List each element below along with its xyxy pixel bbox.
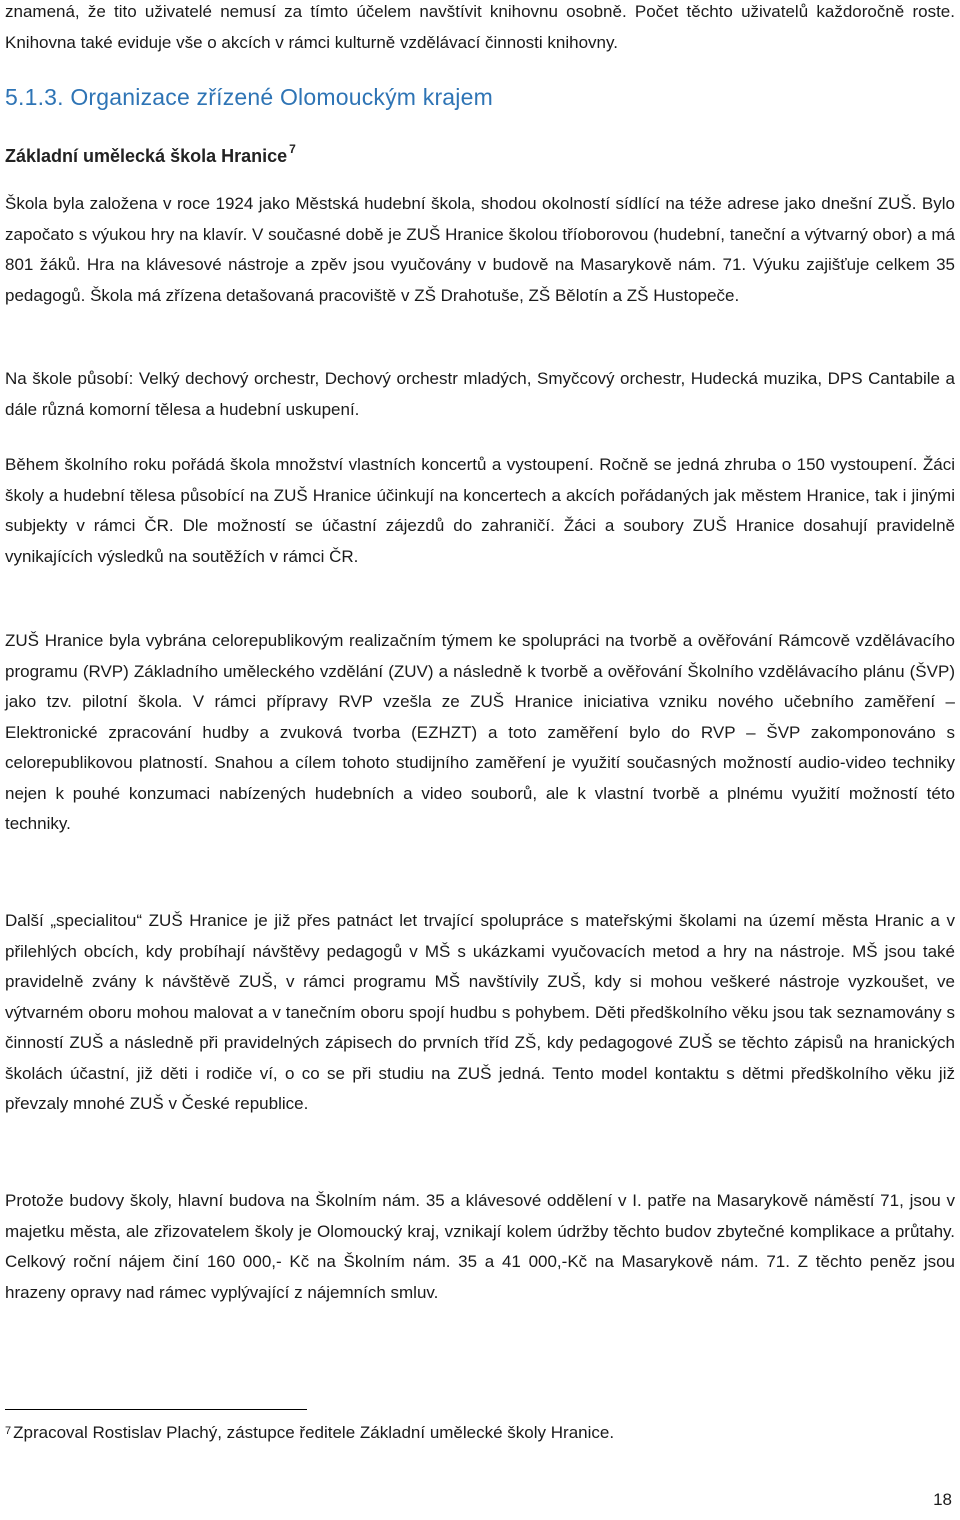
paragraph-ensembles: Na škole působí: Velký dechový orchestr, Dechový orchestr mladých, Smyčcový orchestr, Hudecká muzika, DPS Cantabile a dále různá komorní tělesa a hudební uskupení.	[5, 369, 955, 419]
school-subheading	[5, 142, 296, 167]
footnote-text: Zpracoval Rostislav Plachý, zástupce ředitele Základní umělecké školy Hranice.	[13, 1423, 615, 1442]
paragraph-curriculum: ZUŠ Hranice byla vybrána celorepublikovým realizačním týmem ke spolupráci na tvorbě a ověřování Rámcově vzdělávacího programu (RVP) Základního uměleckého vzdělání (ZUV) a následně k tvorbě a ověřování Školního vzdělávacího plánu (ŠVP) jako tzv. pilotní škola. V rámci přípravy RVP vzešla ze ZUŠ Hranice iniciativa vzniku nového učebního zaměření – Elektronické zpracování hudby a zvuková tvorba (EZHZT) a toto zaměření bylo do RVP – ŠVP zakomponováno s celorepublikovou platností. Snahou a cílem tohoto studijního zaměření je využití současných možností audio-video techniky nejen k pouhé konzumaci nabízených hudebních a video souborů, ale k vlastní tvorbě a plnému využití možností této techniky.	[5, 631, 955, 833]
page-number: 18	[933, 1490, 952, 1509]
footnote-reference[interactable]: 7	[289, 142, 296, 156]
subheading-text: Základní umělecká škola Hranice	[5, 146, 288, 166]
footnote	[5, 1418, 614, 1448]
section-heading: 5.1.3. Organizace zřízené Olomouckým krajem	[5, 84, 493, 110]
footnote-number: 7	[5, 1425, 12, 1437]
paragraph-kindergarten-cooperation: Další „specialitou“ ZUŠ Hranice je již přes patnáct let trvající spolupráce s mateřskými školami na území města Hranic a v přilehlých obcích, kdy probíhají návštěvy pedagogů v MŠ s ukázkami vyučovacích metod a hry na nástroje. MŠ jsou také pravidelně zvány k návštěvě ZUŠ, v rámci programu MŠ navštívily ZUŠ, kdy si mohou veškeré nástroje vyzkoušet, ve výtvarném oboru mohou malovat a v tanečním oboru spojí hudbu s pohybem. Děti předškolního věku jsou tak seznamovány s činností ZUŠ a následně při pravidelných zápisech do prvních tříd ZŠ, kdy pedagogové ZUŠ se těchto zápisů na hranických školách účastní, již děti i rodiče ví, o co se při studiu na ZUŠ jedná. Tento model kontaktu s dětmi předškolního věku již převzaly mnohé ZUŠ v České republice.	[5, 911, 955, 1113]
paragraph-history: Škola byla založena v roce 1924 jako Městská hudební škola, shodou okolností sídlící na téže adrese jako dnešní ZUŠ. Bylo započato s výukou hry na klavír. V současné době je ZUŠ Hranice školou tříoborovou (hudební, taneční a výtvarný obor) a má 801 žáků. Hra na klávesové nástroje a zpěv jsou vyučovány v budově na Masarykově nám. 71. Výuku zajišťuje celkem 35 pedagogů. Škola má zřízena detašovaná pracoviště v ZŠ Drahotuše, ZŠ Bělotín a ZŠ Hustopeče.	[5, 194, 955, 305]
intro-paragraph: znamená, že tito uživatelé nemusí za tímto účelem navštívit knihovnu osobně. Počet těchto uživatelů každoročně roste. Knihovna také eviduje vše o akcích v rámci kulturně vzdělávací činnosti knihovny.	[5, 2, 955, 52]
paragraph-concerts: Během školního roku pořádá škola množství vlastních koncertů a vystoupení. Ročně se jedná zhruba o 150 vystoupení. Žáci školy a hudební tělesa působící na ZUŠ Hranice účinkují na koncertech a akcích pořádaných jak městem Hranice, tak i jinými subjekty v rámci ČR. Dle možností se účastní zájezdů do zahraničí. Žáci a soubory ZUŠ Hranice dosahují pravidelně vynikajících výsledků na soutěžích v rámci ČR.	[5, 455, 955, 566]
footnote-separator	[5, 1409, 307, 1410]
paragraph-buildings: Protože budovy školy, hlavní budova na Školním nám. 35 a klávesové oddělení v I. patře na Masarykově náměstí 71, jsou v majetku města, ale zřizovatelem školy je Olomoucký kraj, vznikají kolem údržby těchto budov zbytečné komplikace a průtahy. Celkový roční nájem činí 160 000,- Kč na Školním nám. 35 a 41 000,-Kč na Masarykově nám. 71. Z těchto peněz jsou hrazeny opravy nad rámec vyplývající z nájemních smluv.	[5, 1191, 955, 1302]
